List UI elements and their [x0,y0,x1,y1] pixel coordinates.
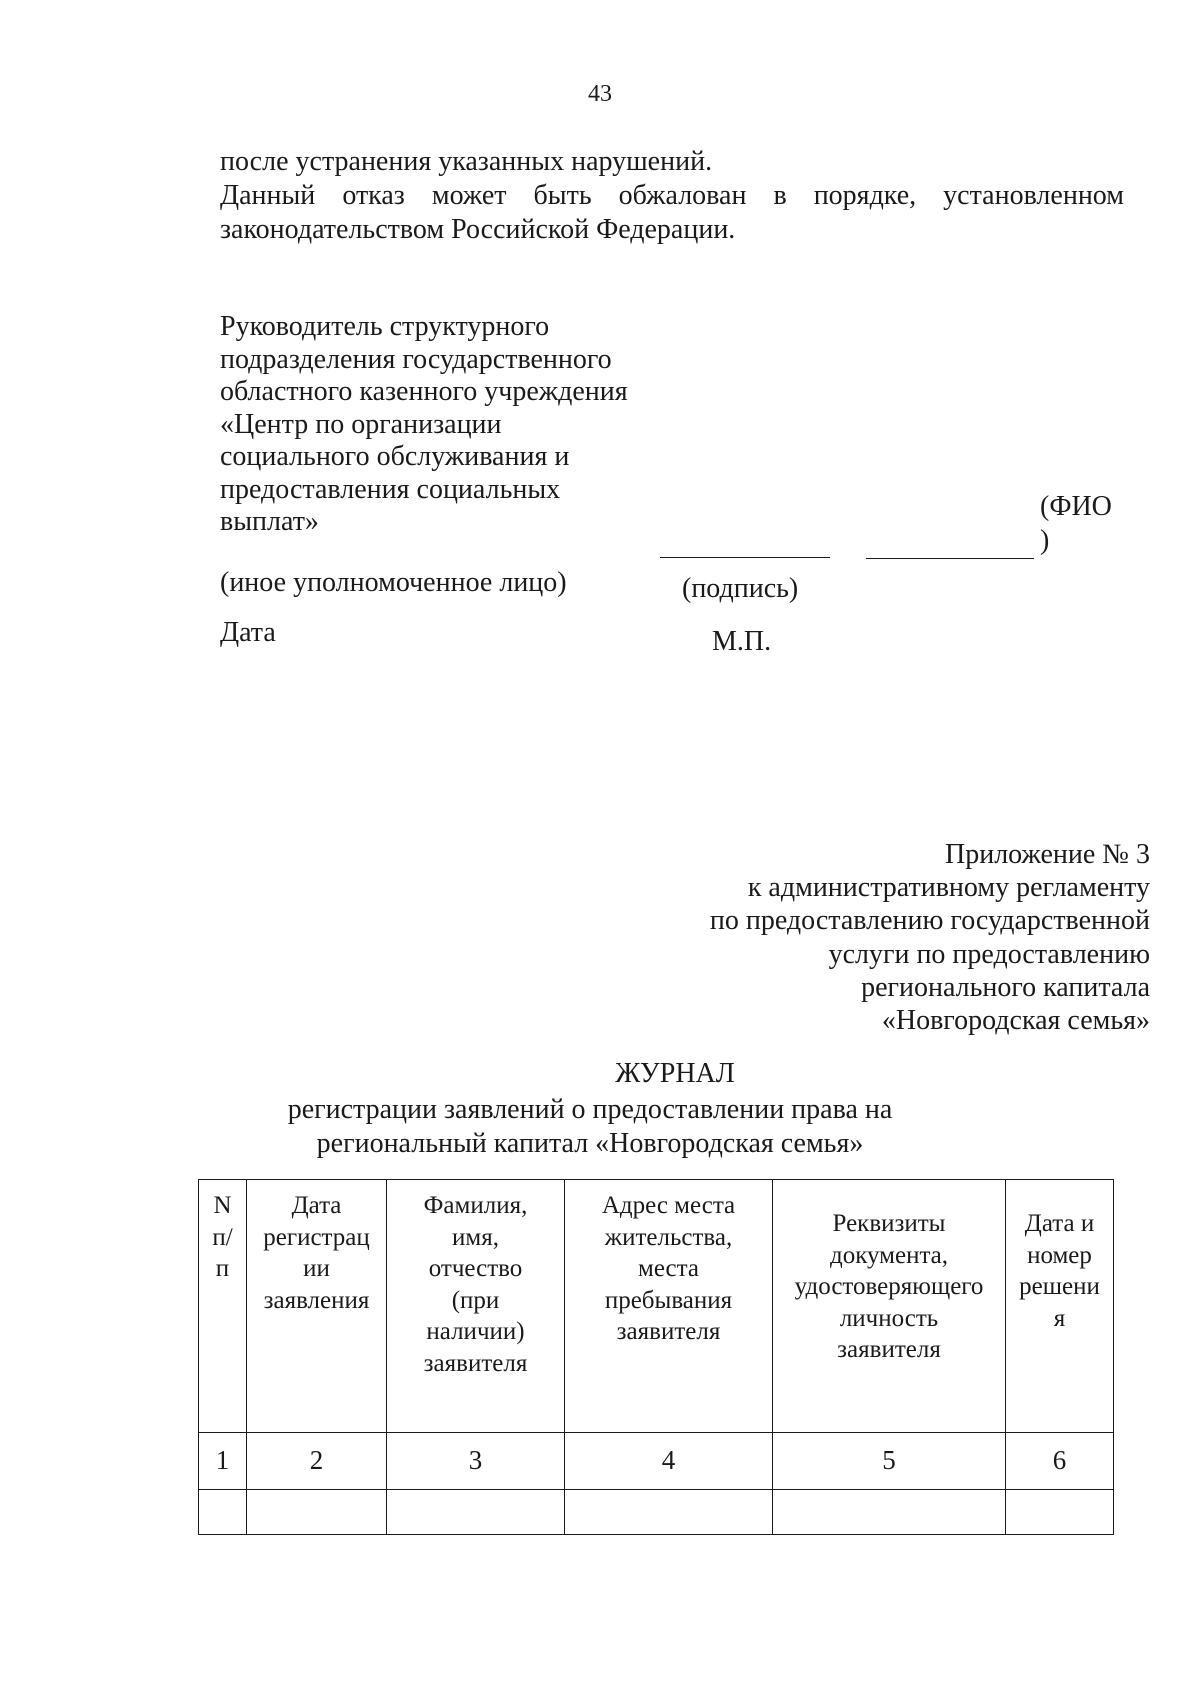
header-line: ии [303,1255,330,1282]
header-line: N [213,1192,232,1219]
date-label: Дата [220,617,276,648]
column-number-cell: 5 [773,1433,1006,1490]
header-line: пребывания [604,1286,733,1314]
empty-cell [387,1490,565,1535]
page-number: 43 [588,81,612,107]
header-line: п [215,1255,230,1282]
column-number-cell: 2 [247,1433,387,1490]
header-line: места [638,1255,699,1282]
column-number-cell: 6 [1006,1433,1114,1490]
journal-table [198,1179,1114,1535]
appendix-line: регионального капитала [861,971,1150,1003]
header-cell-decision [1006,1180,1114,1433]
signer-position-line: областного казенного учреждения [220,376,628,407]
header-line: номер [1027,1241,1092,1269]
header-line: Фамилия, [423,1192,528,1219]
appendix-line: «Новгородская семья» [881,1005,1150,1037]
fio-caption-line: (ФИО [1040,491,1112,522]
empty-cell [565,1490,773,1535]
table-header-row [199,1180,1114,1433]
appendix-line: Приложение № 3 [945,839,1150,870]
fio-caption-line: ) [1040,525,1050,556]
header-line: наличии) [426,1318,525,1345]
journal-subtitle: региональный капитал «Новгородская семья» [316,1128,864,1159]
signer-position [220,311,628,539]
paragraph-line: Данный отказ может быть обжалован в порядке, установленном [220,180,1124,211]
empty-cell [247,1490,387,1535]
empty-cell [773,1490,1006,1535]
appendix-line: к административному регламенту [747,872,1150,904]
column-number-cell: 4 [565,1433,773,1490]
signature-line [660,557,830,558]
header-line: жительства, [604,1223,733,1251]
signer-position-line: социального обслуживания и [220,441,570,472]
empty-entry-row [199,1490,1114,1535]
header-cell-id-document [773,1180,1006,1433]
signer-position-line: выплат» [220,506,319,537]
column-number-cell: 3 [387,1433,565,1490]
column-number-cell: 1 [199,1433,247,1490]
journal-subtitle: регистрации заявлений о предоставлении права на [287,1094,893,1125]
header-line: п/ [212,1223,233,1251]
header-line: Дата и [1024,1210,1095,1237]
header-line: документа, [829,1241,949,1269]
header-line: заявителя [837,1336,941,1363]
fio-caption [1040,490,1112,558]
signer-position-line: «Центр по организации [220,408,502,440]
header-line: личность [839,1304,939,1332]
signer-position-line: подразделения государственного [220,343,612,375]
header-line: Дата [291,1192,342,1219]
header-line: решени [1019,1273,1100,1300]
header-line: имя, [452,1223,499,1251]
paragraph-line: законодательством Российской Федерации. [220,214,736,245]
appendix-line: услуги по предоставлению [828,938,1150,970]
header-line: Реквизиты [832,1210,946,1237]
header-line: регистрац [263,1223,370,1251]
header-line: заявления [263,1286,370,1314]
header-cell-number [199,1180,247,1433]
header-cell-registration-date [247,1180,387,1433]
header-line: Адрес места [601,1192,736,1219]
header-line: заявителя [423,1349,528,1377]
header-line: (при [451,1286,500,1314]
empty-cell [199,1490,247,1535]
signer-position-line: Руководитель структурного [220,311,550,342]
header-line: я [1053,1304,1066,1332]
journal-title: ЖУРНАЛ [615,1058,735,1089]
other-person-caption: (иное уполномоченное лицо) [220,567,567,598]
header-line: отчество [428,1255,523,1282]
fio-line [866,558,1034,559]
appendix-line: по предоставлению государственной [709,905,1150,937]
header-cell-full-name [387,1180,565,1433]
column-number-row [199,1433,1114,1490]
header-line: удостоверяющего [794,1273,984,1300]
header-line: заявителя [616,1318,721,1345]
header-cell-address [565,1180,773,1433]
signer-position-line: предоставления социальных [220,473,561,505]
empty-cell [1006,1490,1114,1535]
signature-caption: (подпись) [682,573,799,604]
seal-label: М.П. [712,626,772,657]
paragraph-line: после устранения указанных нарушений. [220,146,713,177]
appendix-header [710,838,1150,1037]
